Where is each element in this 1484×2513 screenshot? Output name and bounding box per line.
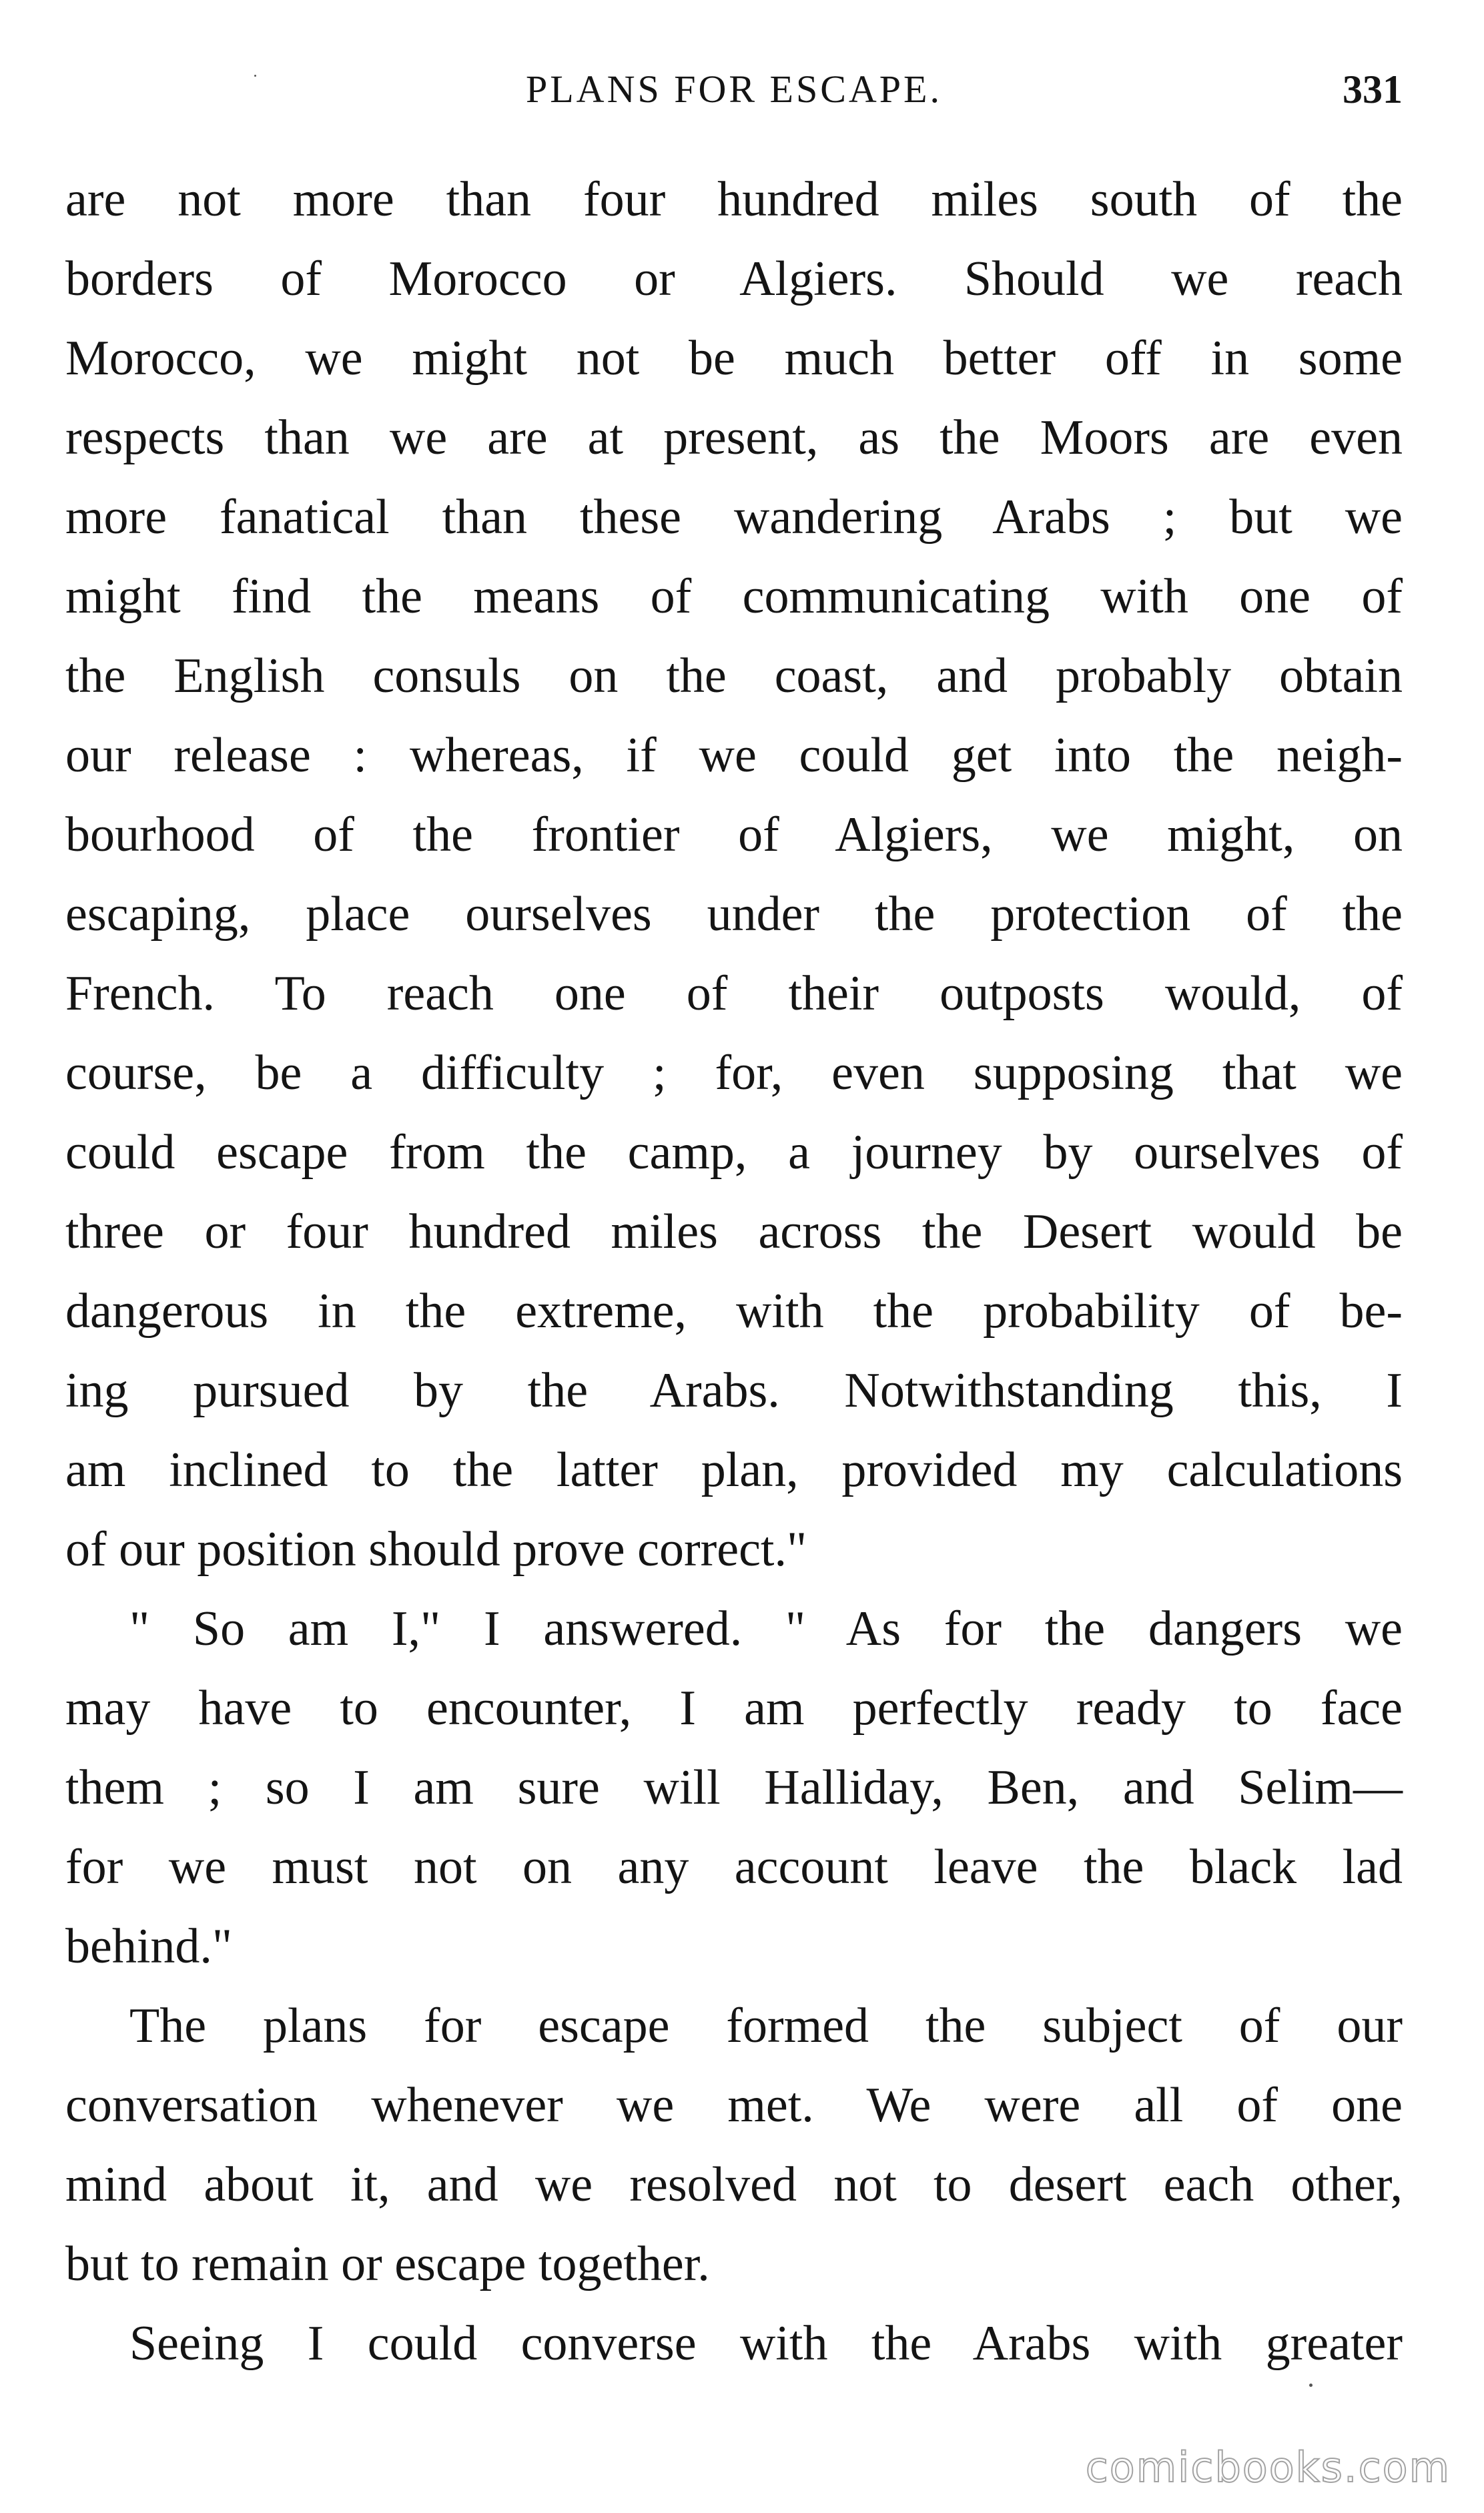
paragraph (65, 1987, 1403, 2304)
text-line: French. To reach one of their outposts would, of (65, 966, 1403, 1021)
text-line: might find the means of communicating with one of (65, 569, 1403, 624)
text-line: " So am I," I answered. " As for the dangers we (129, 1601, 1403, 1656)
paragraph (65, 2304, 1403, 2384)
paragraph (65, 160, 1403, 1589)
text-line: Morocco, we might not be much better off in some (65, 331, 1403, 386)
page-number: 331 (1343, 67, 1403, 111)
text-line: Seeing I could converse with the Arabs with greater (129, 2316, 1403, 2371)
text-line: respects than we are at present, as the Moors are even (65, 410, 1403, 465)
text-line: course, be a difficulty ; for, even supposing that we (65, 1046, 1403, 1100)
running-title: PLANS FOR ESCAPE. (526, 67, 942, 111)
text-line: The plans for escape formed the subject of our (129, 1999, 1403, 2053)
text-line: three or four hundred miles across the Desert would be (65, 1204, 1403, 1259)
text-line: may have to encounter, I am perfectly ready to face (65, 1681, 1403, 1736)
text-line: ing pursued by the Arabs. Notwithstanding this, I (65, 1363, 1403, 1418)
text-line: more fanatical than these wandering Arabs ; but we (65, 490, 1403, 545)
text-line: but to remain or escape together. (65, 2237, 710, 2291)
text-line: for we must not on any account leave the black lad (65, 1840, 1403, 1894)
paragraph (65, 1589, 1403, 1987)
text-line: am inclined to the latter plan, provided my calculations (65, 1443, 1403, 1497)
watermark: comicbooks.com (1085, 2443, 1451, 2492)
text-line: bourhood of the frontier of Algiers, we might, on (65, 807, 1403, 862)
text-line: borders of Morocco or Algiers. Should we reach (65, 252, 1403, 306)
text-line: the English consuls on the coast, and probably obtain (65, 649, 1403, 703)
print-speck (254, 75, 256, 77)
text-line: could escape from the camp, a journey by ourselves of (65, 1125, 1403, 1180)
text-line: mind about it, and we resolved not to desert each other, (65, 2157, 1403, 2212)
text-line: them ; so I am sure will Halliday, Ben, and Selim— (65, 1760, 1403, 1815)
text-line: escaping, place ourselves under the protection of the (65, 887, 1403, 942)
print-speck (1309, 2384, 1313, 2387)
text-line: are not more than four hundred miles south of the (65, 172, 1403, 227)
running-head (65, 67, 1403, 120)
text-line: our release : whereas, if we could get into the neigh- (65, 728, 1403, 783)
text-line: behind." (65, 1919, 233, 1974)
text-line: dangerous in the extreme, with the probability of be- (65, 1284, 1403, 1339)
body-text (65, 160, 1403, 2384)
text-line: of our position should prove correct." (65, 1522, 807, 1577)
text-line: conversation whenever we met. We were all of one (65, 2078, 1403, 2133)
